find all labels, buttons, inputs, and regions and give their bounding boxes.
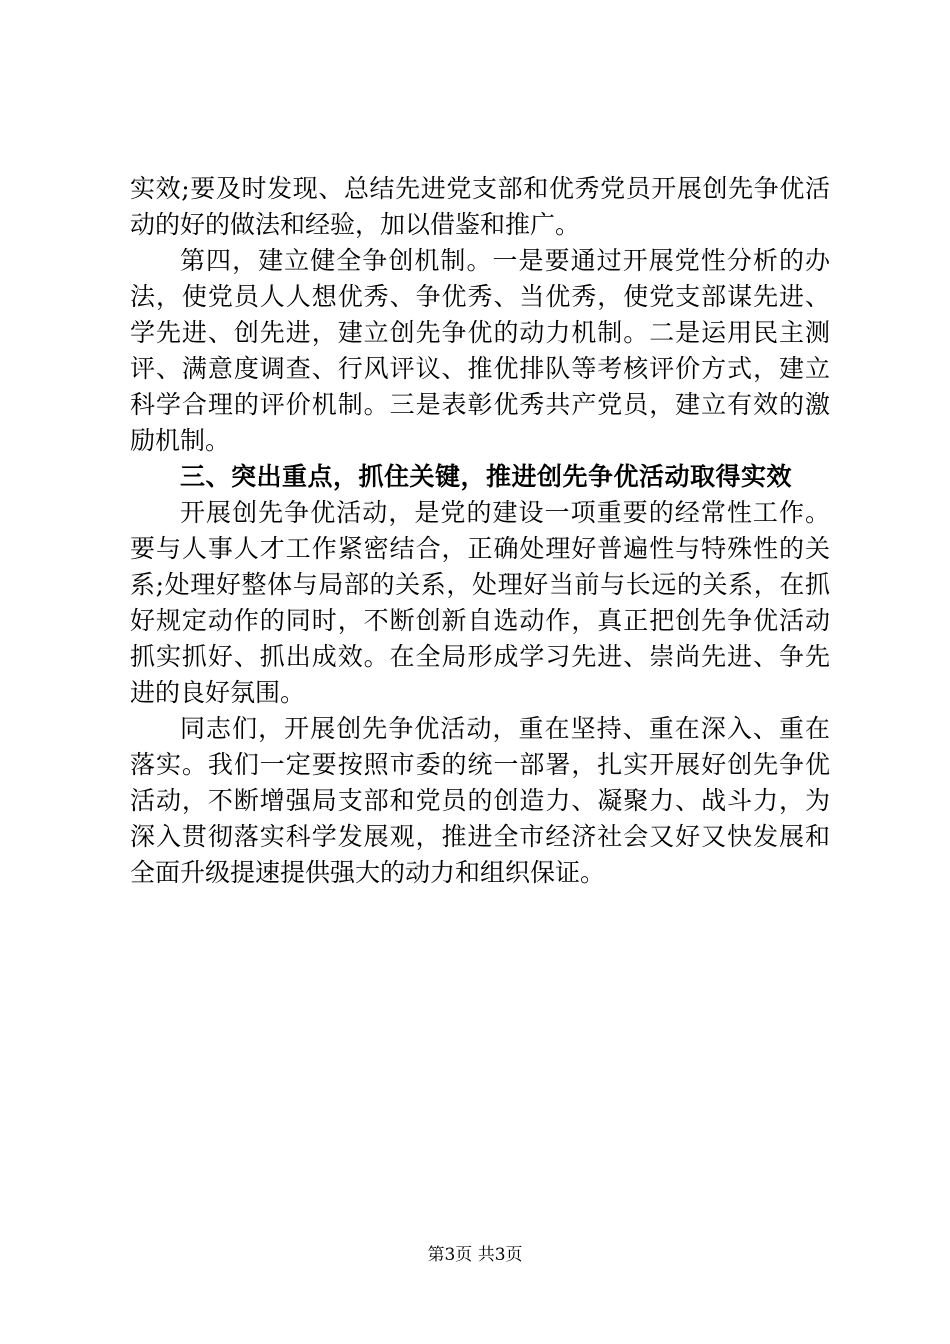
paragraph-first-line: 同志们，开展创先争优活动，重在坚持、重在深入、重在 [180,714,830,743]
body-text-line: 活动，不断增强局支部和党员的创造力、凝聚力、战斗力，为 [130,786,830,815]
section-heading: 三、突出重点，抓住关键，推进创先争优活动取得实效 [180,462,793,491]
body-text-line: 系;处理好整体与局部的关系，处理好当前与长远的关系，在抓 [130,570,830,599]
paragraph-first-line: 开展创先争优活动，是党的建设一项重要的经常性工作。 [180,498,830,527]
page-number-footer: 第3页 共3页 [427,1245,523,1265]
body-text-line: 评、满意度调查、行风评议、推优排队等考核评价方式，建立 [130,354,830,383]
document-body [130,171,830,891]
body-text-line: 学先进、创先进，建立创先争优的动力机制。二是运用民主测 [130,318,830,347]
paragraph-first-line: 第四，建立健全争创机制。一是要通过开展党性分析的办 [180,246,830,275]
body-text-line: 进的良好氛围。 [130,678,306,707]
body-text-line: 实效;要及时发现、总结先进党支部和优秀党员开展创先争优活 [130,174,830,203]
body-text-line: 要与人事人才工作紧密结合，正确处理好普遍性与特殊性的关 [130,534,830,563]
body-text-line: 深入贯彻落实科学发展观，推进全市经济社会又好又快发展和 [130,822,830,851]
body-text-line: 落实。我们一定要按照市委的统一部署，扎实开展好创先争优 [130,750,830,779]
body-text-line: 全面升级提速提供强大的动力和组织保证。 [130,858,606,887]
body-text-line: 好规定动作的同时，不断创新自选动作，真正把创先争优活动 [130,606,830,635]
body-text-line: 科学合理的评价机制。三是表彰优秀共产党员，建立有效的激 [130,390,830,419]
body-text-line: 励机制。 [130,426,231,455]
body-text-line: 法，使党员人人想优秀、争优秀、当优秀，使党支部谋先进、 [130,282,830,311]
body-text-line: 抓实抓好、抓出成效。在全局形成学习先进、崇尚先进、争先 [130,642,830,671]
body-text-line: 动的好的做法和经验，加以借鉴和推广。 [130,210,581,239]
